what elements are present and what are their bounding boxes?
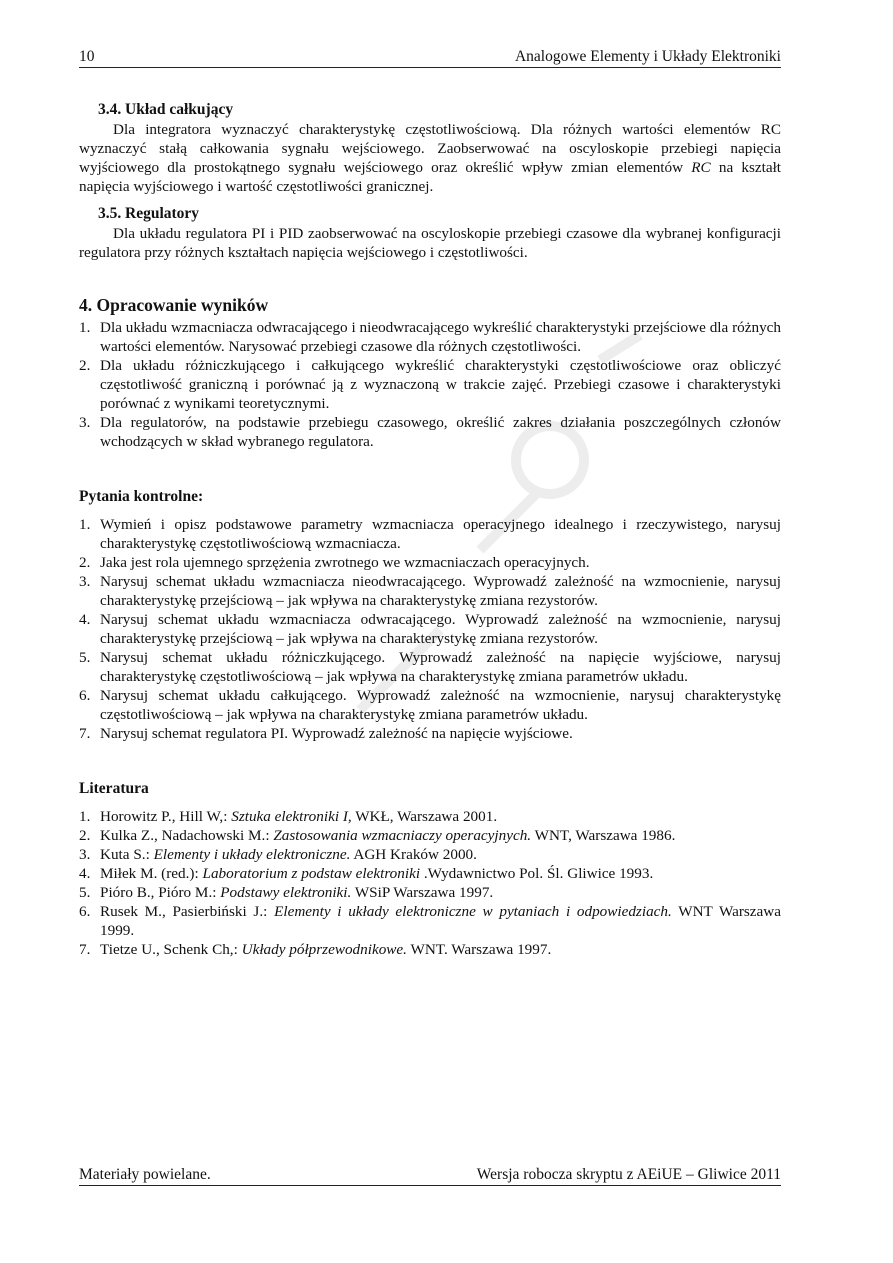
list-item: 4. Narysuj schemat układu wzmacniacza odwracającego. Wyprowadź zależność na wzmocnienie, narysuj charakterystykę przejściową – jak wpływa na charakterystykę zmiana rezystorów. xyxy=(79,611,781,647)
list-item: 3. Dla regulatorów, na podstawie przebiegu czasowego, określić zakres działania poszczególnych członów wchodzących w skład wybranego regulatora. xyxy=(79,414,781,450)
list-item: 5. Narysuj schemat układu różniczkującego. Wyprowadź zależność na napięcie wyjściowe, narysuj charakterystykę częstotliwościową – jak wpływa na charakterystykę zmiana parametrów układu. xyxy=(79,649,781,685)
page-footer xyxy=(79,1166,781,1186)
list-item: 4. Miłek M. (red.): Laboratorium z podstaw elektroniki .Wydawnictwo Pol. Śl. Gliwice 1993. xyxy=(79,865,654,882)
questions-list xyxy=(79,515,781,743)
header-title: Analogowe Elementy i Układy Elektroniki xyxy=(514,48,781,65)
list-item: 6. Rusek M., Pasierbiński J.: Elementy i układy elektroniczne w pytaniach i odpowiedziach. WNT Warszawa 1999. xyxy=(79,903,781,939)
list-item: 3. Kuta S.: Elementy i układy elektroniczne. AGH Kraków 2000. xyxy=(79,846,477,863)
questions-heading: Pytania kontrolne: xyxy=(79,488,204,505)
literature-heading: Literatura xyxy=(79,780,149,797)
page-header xyxy=(79,48,781,68)
section-3-4-text: Dla integratora wyznaczyć charakterystykę częstotliwościową. Dla różnych wartości elementów RC wyznaczyć stałą całkowania sygnału wejściowego. Zaobserwować na oscyloskopie przebiegi napięcia wyjściowego dla prostokątnego sygnału wejściowego oraz określić wpływ zmian elementów RC na kształt napięcia wyjściowego i wartość częstotliwości granicznej. xyxy=(79,121,782,195)
list-item: 2. Dla układu różniczkującego i całkującego wykreślić charakterystyki częstotliwościowe oraz obliczyć częstotliwość graniczną i porównać ją z wyznaczoną w trakcie zajęć. Przebiegi czasowe i charakterystyki porównać z wynikami teoretycznymi. xyxy=(79,357,781,412)
list-item: 1. Horowitz P., Hill W,: Sztuka elektroniki I, WKŁ, Warszawa 2001. xyxy=(79,808,498,825)
list-item: 1. Dla układu wzmacniacza odwracającego i nieodwracającego wykreślić charakterystyki przejściowe dla różnych wartości elementów. Narysować przebiegi czasowe dla różnych częstotliwości. xyxy=(79,319,781,355)
list-item: 5. Pióro B., Pióro M.: Podstawy elektroniki. WSiP Warszawa 1997. xyxy=(79,884,494,901)
footer-left: Materiały powielane. xyxy=(79,1166,211,1183)
section-3-5-heading: 3.5. Regulatory xyxy=(98,205,200,222)
list-item: 7. Narysuj schemat regulatora PI. Wyprowadź zależność na napięcie wyjściowe. xyxy=(79,725,573,742)
list-item: 7. Tietze U., Schenk Ch,: Układy półprzewodnikowe. WNT. Warszawa 1997. xyxy=(79,941,552,958)
section-4-heading: 4. Opracowanie wyników xyxy=(79,295,269,315)
page-content xyxy=(79,100,781,959)
list-item: 1. Wymień i opisz podstawowe parametry wzmacniacza operacyjnego idealnego i rzeczywistego, narysuj charakterystykę częstotliwościową wzmacniacza. xyxy=(79,516,781,552)
footer-right: Wersja robocza skryptu z AEiUE – Gliwice 2011 xyxy=(476,1166,781,1183)
literature-list xyxy=(79,807,781,959)
page-number: 10 xyxy=(79,48,95,65)
section-3-5-text: Dla układu regulatora PI i PID zaobserwować na oscyloskopie przebiegi czasowe dla wybranej konfiguracji regulatora przy różnych kształtach napięcia wejściowego i częstotliwości. xyxy=(79,225,781,261)
list-item: 6. Narysuj schemat układu całkującego. Wyprowadź zależność na wzmocnienie, narysuj charakterystykę częstotliwościową – jak wpływa na charakterystykę zmiana parametrów układu. xyxy=(79,687,781,723)
results-list xyxy=(79,318,781,451)
list-item: 2. Kulka Z., Nadachowski M.: Zastosowania wzmacniaczy operacyjnych. WNT, Warszawa 1986. xyxy=(79,827,676,844)
list-item: 3. Narysuj schemat układu wzmacniacza nieodwracającego. Wyprowadź zależność na wzmocnienie, narysuj charakterystykę przejściową – jak wpływa na charakterystykę zmiana rezystorów. xyxy=(79,573,781,609)
list-item: 2. Jaka jest rola ujemnego sprzężenia zwrotnego we wzmacniaczach operacyjnych. xyxy=(79,554,590,571)
section-3-4-heading: 3.4. Układ całkujący xyxy=(98,101,234,118)
